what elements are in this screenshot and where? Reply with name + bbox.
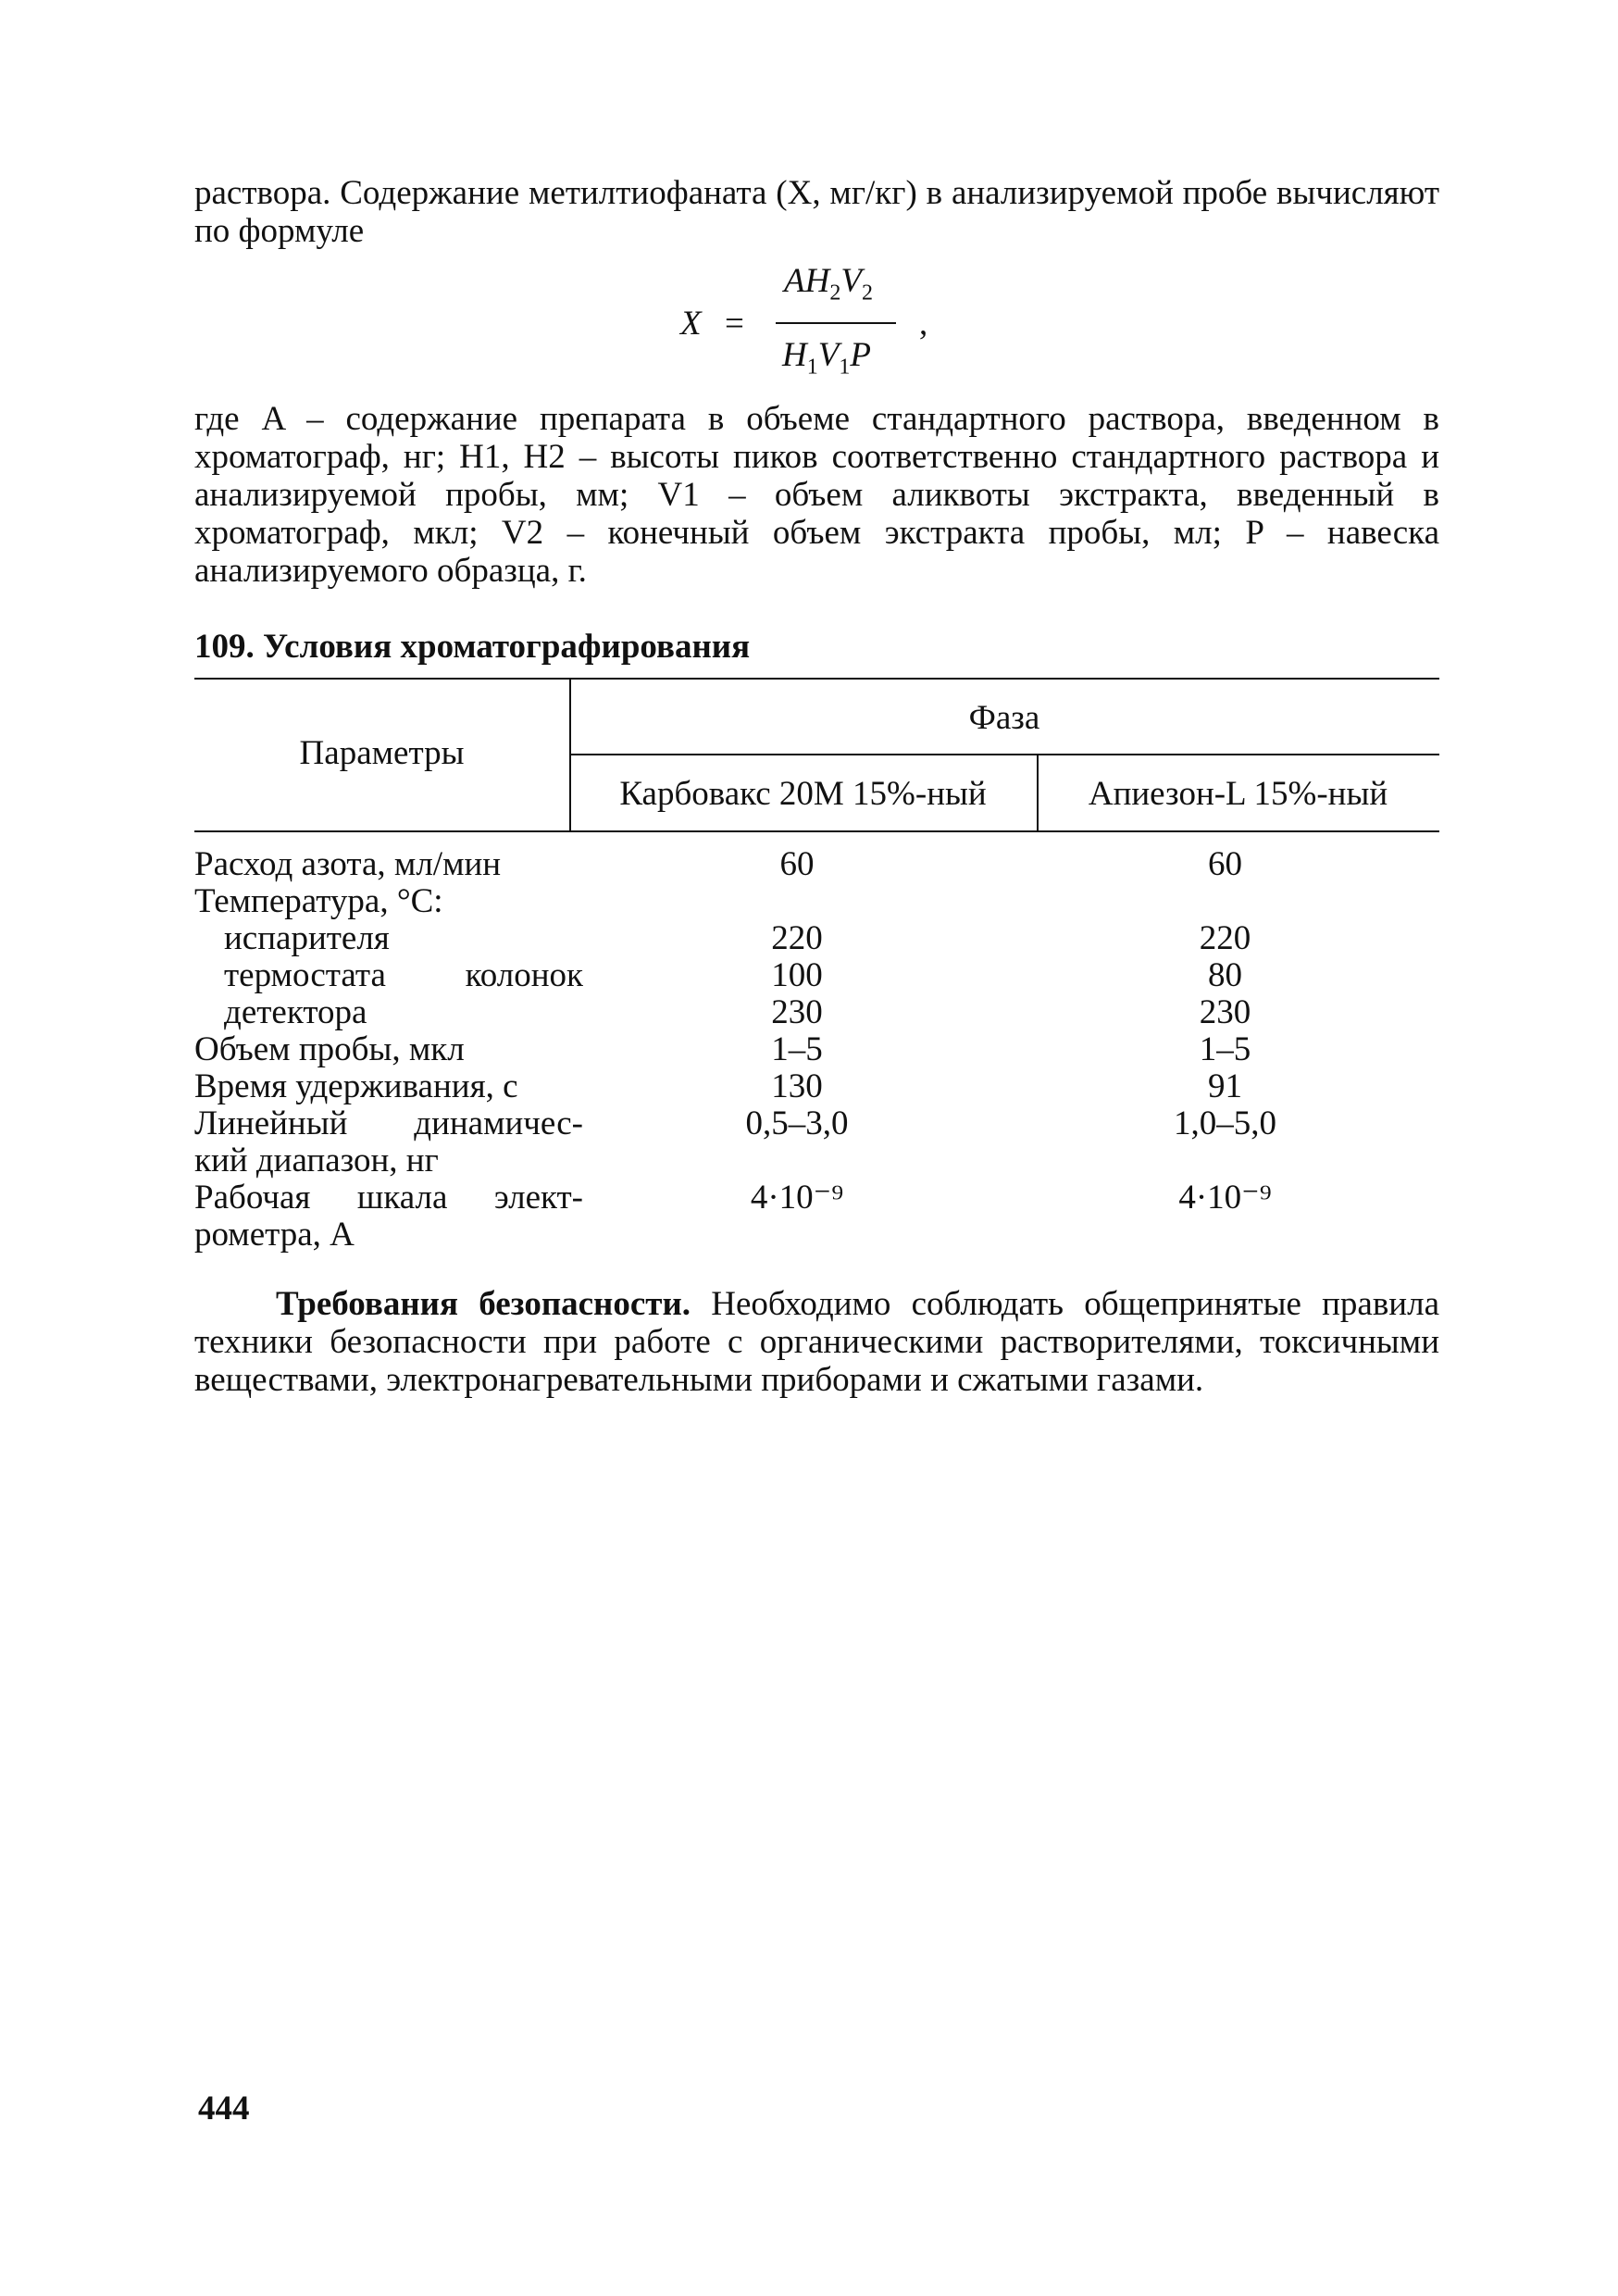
table-row: детектора 230 230 <box>224 993 1251 1031</box>
table-row: испарителя 220 220 <box>224 919 1251 957</box>
table-row: Линейный динамичес- 0,5–3,0 1,0–5,0 <box>194 1104 1276 1142</box>
table-row: кий диапазон, нг <box>194 1142 439 1179</box>
formula <box>680 261 977 381</box>
header-params: Параметры <box>299 734 465 772</box>
formula-comma: , <box>919 305 928 343</box>
table-row: Температура, °С: <box>194 882 443 920</box>
table-row: Объем пробы, мкл 1–5 1–5 <box>194 1030 1251 1068</box>
table-row: Расход азота, мл/мин 60 60 <box>194 845 1242 883</box>
table-row: Время удерживания, с 130 91 <box>194 1067 1242 1105</box>
safety-title: Требования безопасности. <box>276 1285 691 1323</box>
page-number: 444 <box>198 2090 250 2128</box>
table-row: рометра, А <box>194 1216 355 1254</box>
table-row: термостата колонок 100 80 <box>224 956 1242 994</box>
table-body <box>194 846 1439 1254</box>
table-row: Рабочая шкала элект- 4·10⁻⁹ 4·10⁻⁹ <box>194 1179 1272 1217</box>
safety-text: Необходимо соблюдать общепринятые правила техники безопасности при работе с органическими растворителями, токсичными веществами, электронагревательными приборами и сжатыми газами. <box>194 1285 1439 1399</box>
header-phase: Фаза <box>968 699 1040 737</box>
formula-numerator: $AH_2V_2$ <box>784 262 873 306</box>
header-bottom-rule <box>194 830 1439 832</box>
safety-paragraph <box>194 1285 1439 1399</box>
formula-equals: = <box>725 305 744 343</box>
table-top-rule <box>194 678 1439 680</box>
phase-header-rule <box>569 754 1439 755</box>
header-carbowax: Карбовакс 20М 15%-ный <box>619 775 987 813</box>
intro-paragraph: раствора. Содержание метилтиофаната (X, мг/кг) в анализируемой пробе вычисляют по формуле <box>194 174 1439 250</box>
legend-paragraph: где A – содержание препарата в объеме стандартного раствора, введенном в хроматограф, нг; H1, H2 – высоты пиков соответственно стандартного раствора и анализируемой пробы, мм; V1 – объем аликвоты экстракта, введенный в хроматограф, мкл; V2 – конечный объем экстракта пробы, мл; P – навеска анализируемого образца, г. <box>194 400 1439 590</box>
table-caption: 109. Условия хроматографирования <box>194 628 751 666</box>
formula-lhs: X <box>680 305 702 343</box>
fraction-bar <box>776 322 896 324</box>
formula-denominator: $H_1V_1P$ <box>782 336 871 380</box>
header-apiezon: Апиезон-L 15%-ный <box>1088 775 1388 813</box>
